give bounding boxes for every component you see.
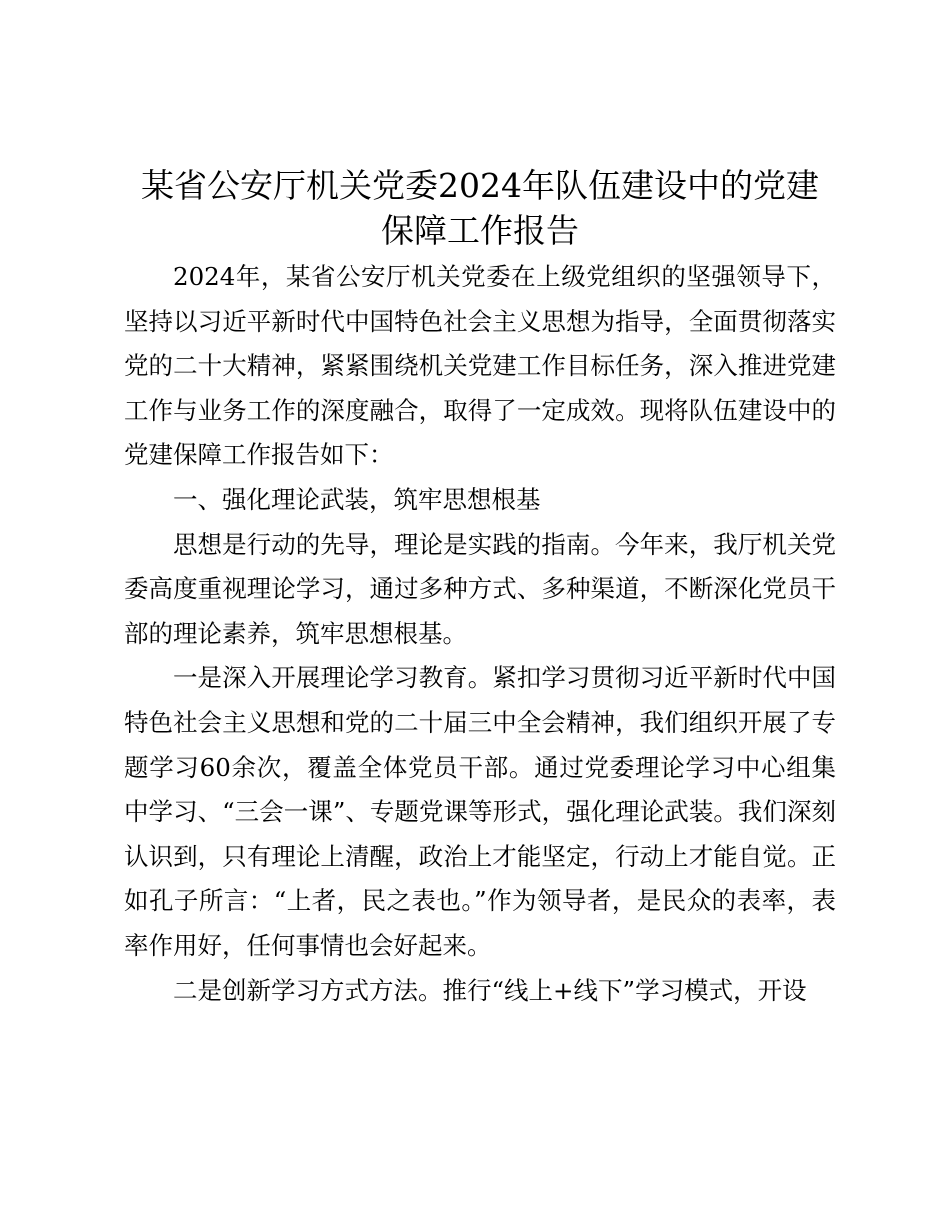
- point-1-paragraph: 一是深入开展理论学习教育。紧扣学习贯彻习近平新时代中国特色社会主义思想和党的二十届三中全会精神，我们组织开展了专题学习60余次，覆盖全体党员干部。通过党委理论学习中心组集中学习、“三会一课”、专题党课等形式，强化理论武装。我们深刻认识到，只有理论上清醒，政治上才能坚定，行动上才能自觉。正如孔子所言：“上者，民之表也。”作为领导者，是民众的表率，表率作用好，任何事情也会好起来。: [124, 663, 836, 960]
- section-1-paragraph: 思想是行动的先导，理论是实践的指南。今年来，我厅机关党委高度重视理论学习，通过多种方式、多种渠道，不断深化党员干部的理论素养，筑牢思想根基。: [124, 529, 836, 648]
- intro-paragraph: 2024年，某省公安厅机关党委在上级党组织的坚强领导下，坚持以习近平新时代中国特色社会主义思想为指导，全面贯彻落实党的二十大精神，紧紧围绕机关党建工作目标任务，深入推进党建工作与业务工作的深度融合，取得了一定成效。现将队伍建设中的党建保障工作报告如下：: [124, 262, 836, 470]
- title-line-1: 某省公安厅机关党委2024年队伍建设中的党建: [141, 166, 819, 205]
- section-heading-1: 一、强化理论武装，筑牢思想根基: [173, 484, 541, 514]
- document-title: [124, 163, 836, 253]
- point-2-paragraph: 二是创新学习方式方法。推行“线上+线下”学习模式，开设: [173, 975, 807, 1005]
- document-page: [124, 163, 836, 1013]
- title-line-2: 保障工作报告: [381, 211, 579, 250]
